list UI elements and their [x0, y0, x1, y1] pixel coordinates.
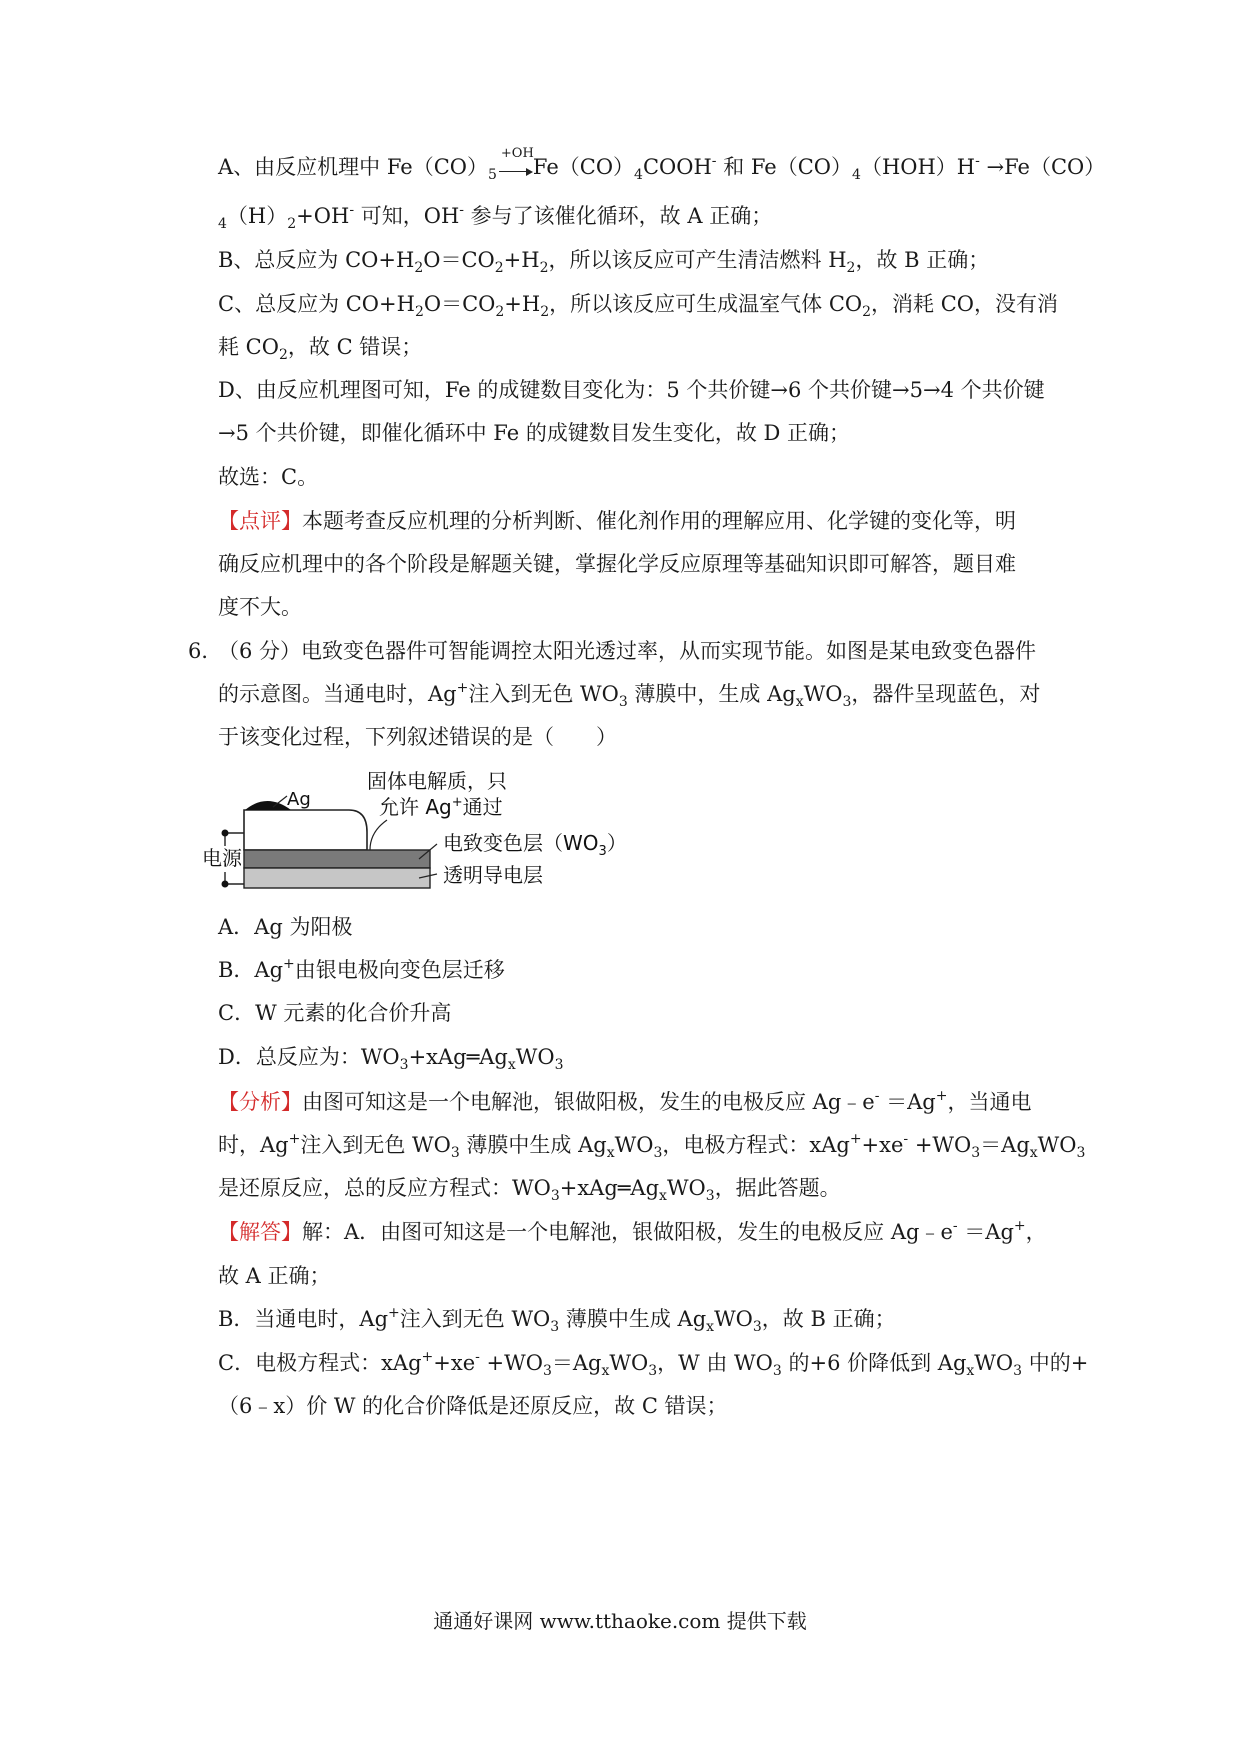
subscript: x: [606, 1145, 615, 1161]
text-segment: A．Ag 为阳极: [218, 915, 353, 939]
subscript: 3: [752, 1319, 762, 1335]
text-segment: 解：A．由图可知这是一个电解池，银做阳极，发生的电极反应 Ag﹣e: [302, 1220, 953, 1244]
electrolyte-label-text: 允许 Ag: [379, 795, 452, 819]
text-segment: A、由反应机理中 Fe（CO）: [218, 155, 488, 179]
text-segment: +H: [504, 292, 541, 316]
terminal-top: [222, 830, 229, 837]
text-segment: O＝CO: [423, 248, 495, 272]
text-segment: 参与了该催化循环，故 A 正确；: [464, 204, 773, 228]
text-segment: +xe: [861, 1133, 904, 1157]
text-segment: ，故 B 正确；: [855, 248, 990, 272]
subscript: x: [966, 1363, 975, 1379]
text-segment: ＝Ag: [879, 1090, 936, 1114]
text-segment: 确反应机理中的各个阶段是解题关键，掌握化学反应原理等基础知识即可解答，题目难: [218, 552, 1016, 576]
text-line: [218, 1040, 1058, 1074]
text-segment: （H）: [226, 204, 288, 228]
text-segment: +WO: [479, 1351, 543, 1375]
text-line: [188, 634, 1058, 668]
text-segment: WO: [714, 1307, 753, 1331]
text-segment: 故 A 正确；: [218, 1264, 331, 1288]
text-segment: 注入到无色 WO: [300, 1133, 451, 1157]
subscript: 2: [495, 304, 505, 320]
subscript: 2: [540, 304, 550, 320]
text-segment: C．W 元素的化合价升高: [218, 1001, 452, 1025]
text-segment: +OH: [296, 204, 350, 228]
transparent-conductive-layer: [244, 868, 430, 888]
text-segment: 中的+: [1022, 1351, 1089, 1375]
text-segment: WO: [803, 682, 843, 706]
text-segment: ，据此答题。: [714, 1176, 841, 1200]
subscript: 3: [653, 1145, 663, 1161]
solid-electrolyte-layer: [244, 810, 367, 850]
text-segment: D．总反应为：WO: [218, 1045, 400, 1069]
subscript: 2: [494, 260, 504, 276]
text-segment: 于该变化过程，下列叙述错误的是（ ）: [218, 725, 617, 749]
text-line: [218, 1259, 1058, 1293]
text-segment: WO: [515, 1045, 555, 1069]
text-line: [218, 504, 1058, 538]
electrolyte-label-tail: 通过: [462, 795, 503, 819]
subscript: 3: [542, 1363, 552, 1379]
text-segment: （HOH）H: [860, 155, 976, 179]
subscript: x: [507, 1057, 516, 1073]
subscript: 4: [634, 167, 643, 183]
subscript: x: [706, 1319, 715, 1335]
text-line: [218, 1128, 1086, 1162]
superscript: -: [874, 1088, 880, 1104]
text-segment: ，当通电: [947, 1090, 1032, 1114]
text-segment: ＝Ag: [980, 1133, 1030, 1157]
text-segment: B．当通电时，Ag: [218, 1307, 389, 1331]
text-segment: 耗 CO: [218, 335, 279, 359]
text-line: [218, 330, 1058, 364]
text-segment: 度不大。: [218, 595, 302, 619]
text-segment: （6 分）电致变色器件可智能调控太阳光透过率，从而实现节能。如图是某电致变色器件: [218, 639, 1037, 663]
text-segment: WO: [666, 1176, 706, 1200]
section-tag: 【点评】: [218, 509, 302, 533]
text-segment: WO: [974, 1351, 1014, 1375]
text-segment: 薄膜中，生成 Ag: [627, 682, 796, 706]
text-line: [218, 1085, 1058, 1119]
superscript: -: [711, 153, 717, 169]
text-segment: 由银电极向变色层迁移: [294, 958, 505, 982]
text-segment: 的+6 价降低到 Ag: [781, 1351, 967, 1375]
layer1-text: 电致变色层（WO: [443, 831, 599, 855]
text-line: [218, 953, 1058, 987]
text-segment: +xAg═Ag: [408, 1045, 508, 1069]
subscript: 2: [278, 347, 288, 363]
transparent-layer-label: 透明导电层: [443, 863, 543, 887]
text-segment: ，W 由 WO: [657, 1351, 773, 1375]
text-segment: +WO: [908, 1133, 972, 1157]
electrolyte-leader: [370, 820, 387, 850]
subscript: x: [1029, 1145, 1038, 1161]
superscript: -: [952, 1218, 958, 1234]
text-segment: ，电极方程式：xAg: [662, 1133, 850, 1157]
electrochromic-layer: [244, 850, 430, 868]
subscript: 4: [218, 216, 227, 232]
superscript: +: [388, 1305, 400, 1321]
superscript: +: [456, 680, 469, 696]
text-segment: ，所以该反应可产生清洁燃料 H: [548, 248, 847, 272]
text-line: [218, 1171, 1058, 1205]
text-segment: 和 Fe（CO）: [716, 155, 853, 179]
subscript: 3: [550, 1188, 560, 1204]
section-tag: 【解答】: [218, 1220, 302, 1244]
text-segment: ，器件呈现蓝色，对: [851, 682, 1041, 706]
layer1-sub: 3: [598, 844, 607, 859]
text-segment: ，故 C 错误；: [287, 335, 423, 359]
subscript: 3: [842, 694, 852, 710]
subscript: 4: [852, 167, 861, 183]
text-segment: +xAg═Ag: [559, 1176, 660, 1200]
text-segment: D、由反应机理图可知，Fe 的成键数目变化为：5 个共价键→6 个共价键→5→4 个共价键: [218, 378, 1045, 402]
text-segment: WO: [609, 1351, 649, 1375]
terminal-bottom: [222, 881, 229, 888]
text-line: [218, 287, 1058, 321]
text-segment: 由图可知这是一个电解池，银做阳极，发生的电极反应 Ag﹣e: [302, 1090, 875, 1114]
superscript: +: [288, 1131, 301, 1147]
text-line: [218, 199, 1058, 233]
superscript: -: [459, 202, 464, 218]
text-segment: 薄膜中生成 Ag: [559, 1307, 707, 1331]
subscript: 3: [399, 1057, 409, 1073]
text-segment: ，故 B 正确；: [761, 1307, 896, 1331]
text-line: [218, 677, 1058, 711]
electrochromic-layer-label: [443, 831, 627, 859]
subscript: 3: [971, 1145, 981, 1161]
text-line: [218, 146, 1106, 184]
subscript: x: [601, 1363, 610, 1379]
text-segment: →5 个共价键，即催化循环中 Fe 的成键数目发生变化，故 D 正确；: [218, 421, 851, 445]
text-line: [218, 996, 1058, 1030]
text-segment: 本题考查反应机理的分析判断、催化剂作用的理解应用、化学键的变化等，明: [302, 509, 1016, 533]
subscript: 2: [287, 216, 297, 232]
superscript: +: [1013, 1218, 1026, 1234]
section-tag: 【分析】: [218, 1090, 302, 1114]
subscript: 3: [618, 694, 628, 710]
superscript: -: [903, 1131, 909, 1147]
text-line: [218, 910, 1058, 944]
arrow-condition: +OH: [500, 146, 534, 161]
text-segment: B、总反应为 CO+H: [218, 248, 415, 272]
subscript: 2: [862, 304, 872, 320]
text-segment: 时，Ag: [218, 1133, 289, 1157]
superscript: -: [349, 202, 355, 218]
text-segment: Fe（CO）: [532, 155, 635, 179]
subscript: 2: [414, 304, 424, 320]
superscript: +: [935, 1088, 948, 1104]
layer1-close: ）: [606, 831, 627, 855]
text-segment: ＝Ag: [957, 1220, 1014, 1244]
subscript: x: [795, 694, 804, 710]
electrolyte-label-line2: [379, 795, 503, 819]
text-segment: 薄膜中生成 Ag: [459, 1133, 607, 1157]
text-line: [218, 243, 1058, 277]
electrolyte-label-line1: 固体电解质，只: [367, 769, 507, 793]
text-segment: ，消耗 CO，没有消: [871, 292, 1058, 316]
subscript: 3: [705, 1188, 715, 1204]
question-number: 6．: [188, 639, 223, 663]
text-line: [218, 1215, 1058, 1249]
text-line: [218, 416, 1058, 450]
text-segment: 的示意图。当通电时，Ag: [218, 682, 457, 706]
text-segment: ，所以该反应可生成温室气体 CO: [549, 292, 863, 316]
electrochromic-device-diagram: [202, 769, 635, 910]
text-segment: WO: [614, 1133, 654, 1157]
subscript: 2: [539, 260, 549, 276]
text-line: [218, 373, 1058, 407]
subscript: 2: [846, 260, 856, 276]
text-line: [218, 1389, 1058, 1423]
electrolyte-label-sup: +: [451, 795, 463, 810]
text-segment: 是还原反应，总的反应方程式：WO: [218, 1176, 551, 1200]
text-segment: ＝Ag: [551, 1351, 602, 1375]
text-segment: COOH: [642, 155, 712, 179]
subscript: 3: [648, 1363, 658, 1379]
text-segment: O＝CO: [423, 292, 496, 316]
superscript: +: [421, 1349, 434, 1365]
subscript: 3: [450, 1145, 460, 1161]
text-segment: +H: [503, 248, 540, 272]
subscript: 5: [487, 167, 497, 183]
text-segment: ，: [1025, 1220, 1047, 1244]
text-line: [218, 1302, 1058, 1336]
text-segment: B．Ag: [218, 958, 284, 982]
subscript: 3: [550, 1319, 560, 1335]
superscript: -: [475, 1349, 480, 1365]
text-line: [218, 720, 1058, 754]
text-segment: C．电极方程式：xAg: [218, 1351, 422, 1375]
text-segment: WO: [1037, 1133, 1077, 1157]
text-line: [218, 460, 1058, 494]
silver-electrode: [245, 801, 291, 810]
ag-label: Ag: [287, 789, 311, 810]
superscript: +: [849, 1131, 862, 1147]
subscript: 3: [1076, 1145, 1086, 1161]
text-segment: 注入到无色 WO: [468, 682, 619, 706]
text-line: [218, 547, 1058, 581]
text-segment: +xe: [433, 1351, 476, 1375]
text-line: [218, 1346, 1089, 1380]
text-segment: 故选：C。: [218, 465, 319, 489]
text-segment: 可知，OH: [354, 204, 460, 228]
superscript: +: [283, 956, 295, 972]
subscript: 3: [1013, 1363, 1023, 1379]
text-segment: C、总反应为 CO+H: [218, 292, 415, 316]
reaction-arrow-icon: [499, 146, 534, 172]
subscript: 3: [554, 1057, 564, 1073]
text-segment: 注入到无色 WO: [399, 1307, 551, 1331]
text-line: [218, 590, 1058, 624]
power-source-label: 电源: [202, 846, 242, 870]
text-segment: →Fe（CO）: [979, 155, 1106, 179]
page-footer: 通通好课网 www.tthaoke.com 提供下载: [433, 1609, 807, 1633]
subscript: 3: [772, 1363, 782, 1379]
superscript: -: [975, 153, 980, 169]
subscript: x: [659, 1188, 667, 1204]
text-segment: （6﹣x）价 W 的化合价降低是还原反应，故 C 错误；: [218, 1394, 728, 1418]
subscript: 2: [414, 260, 424, 276]
